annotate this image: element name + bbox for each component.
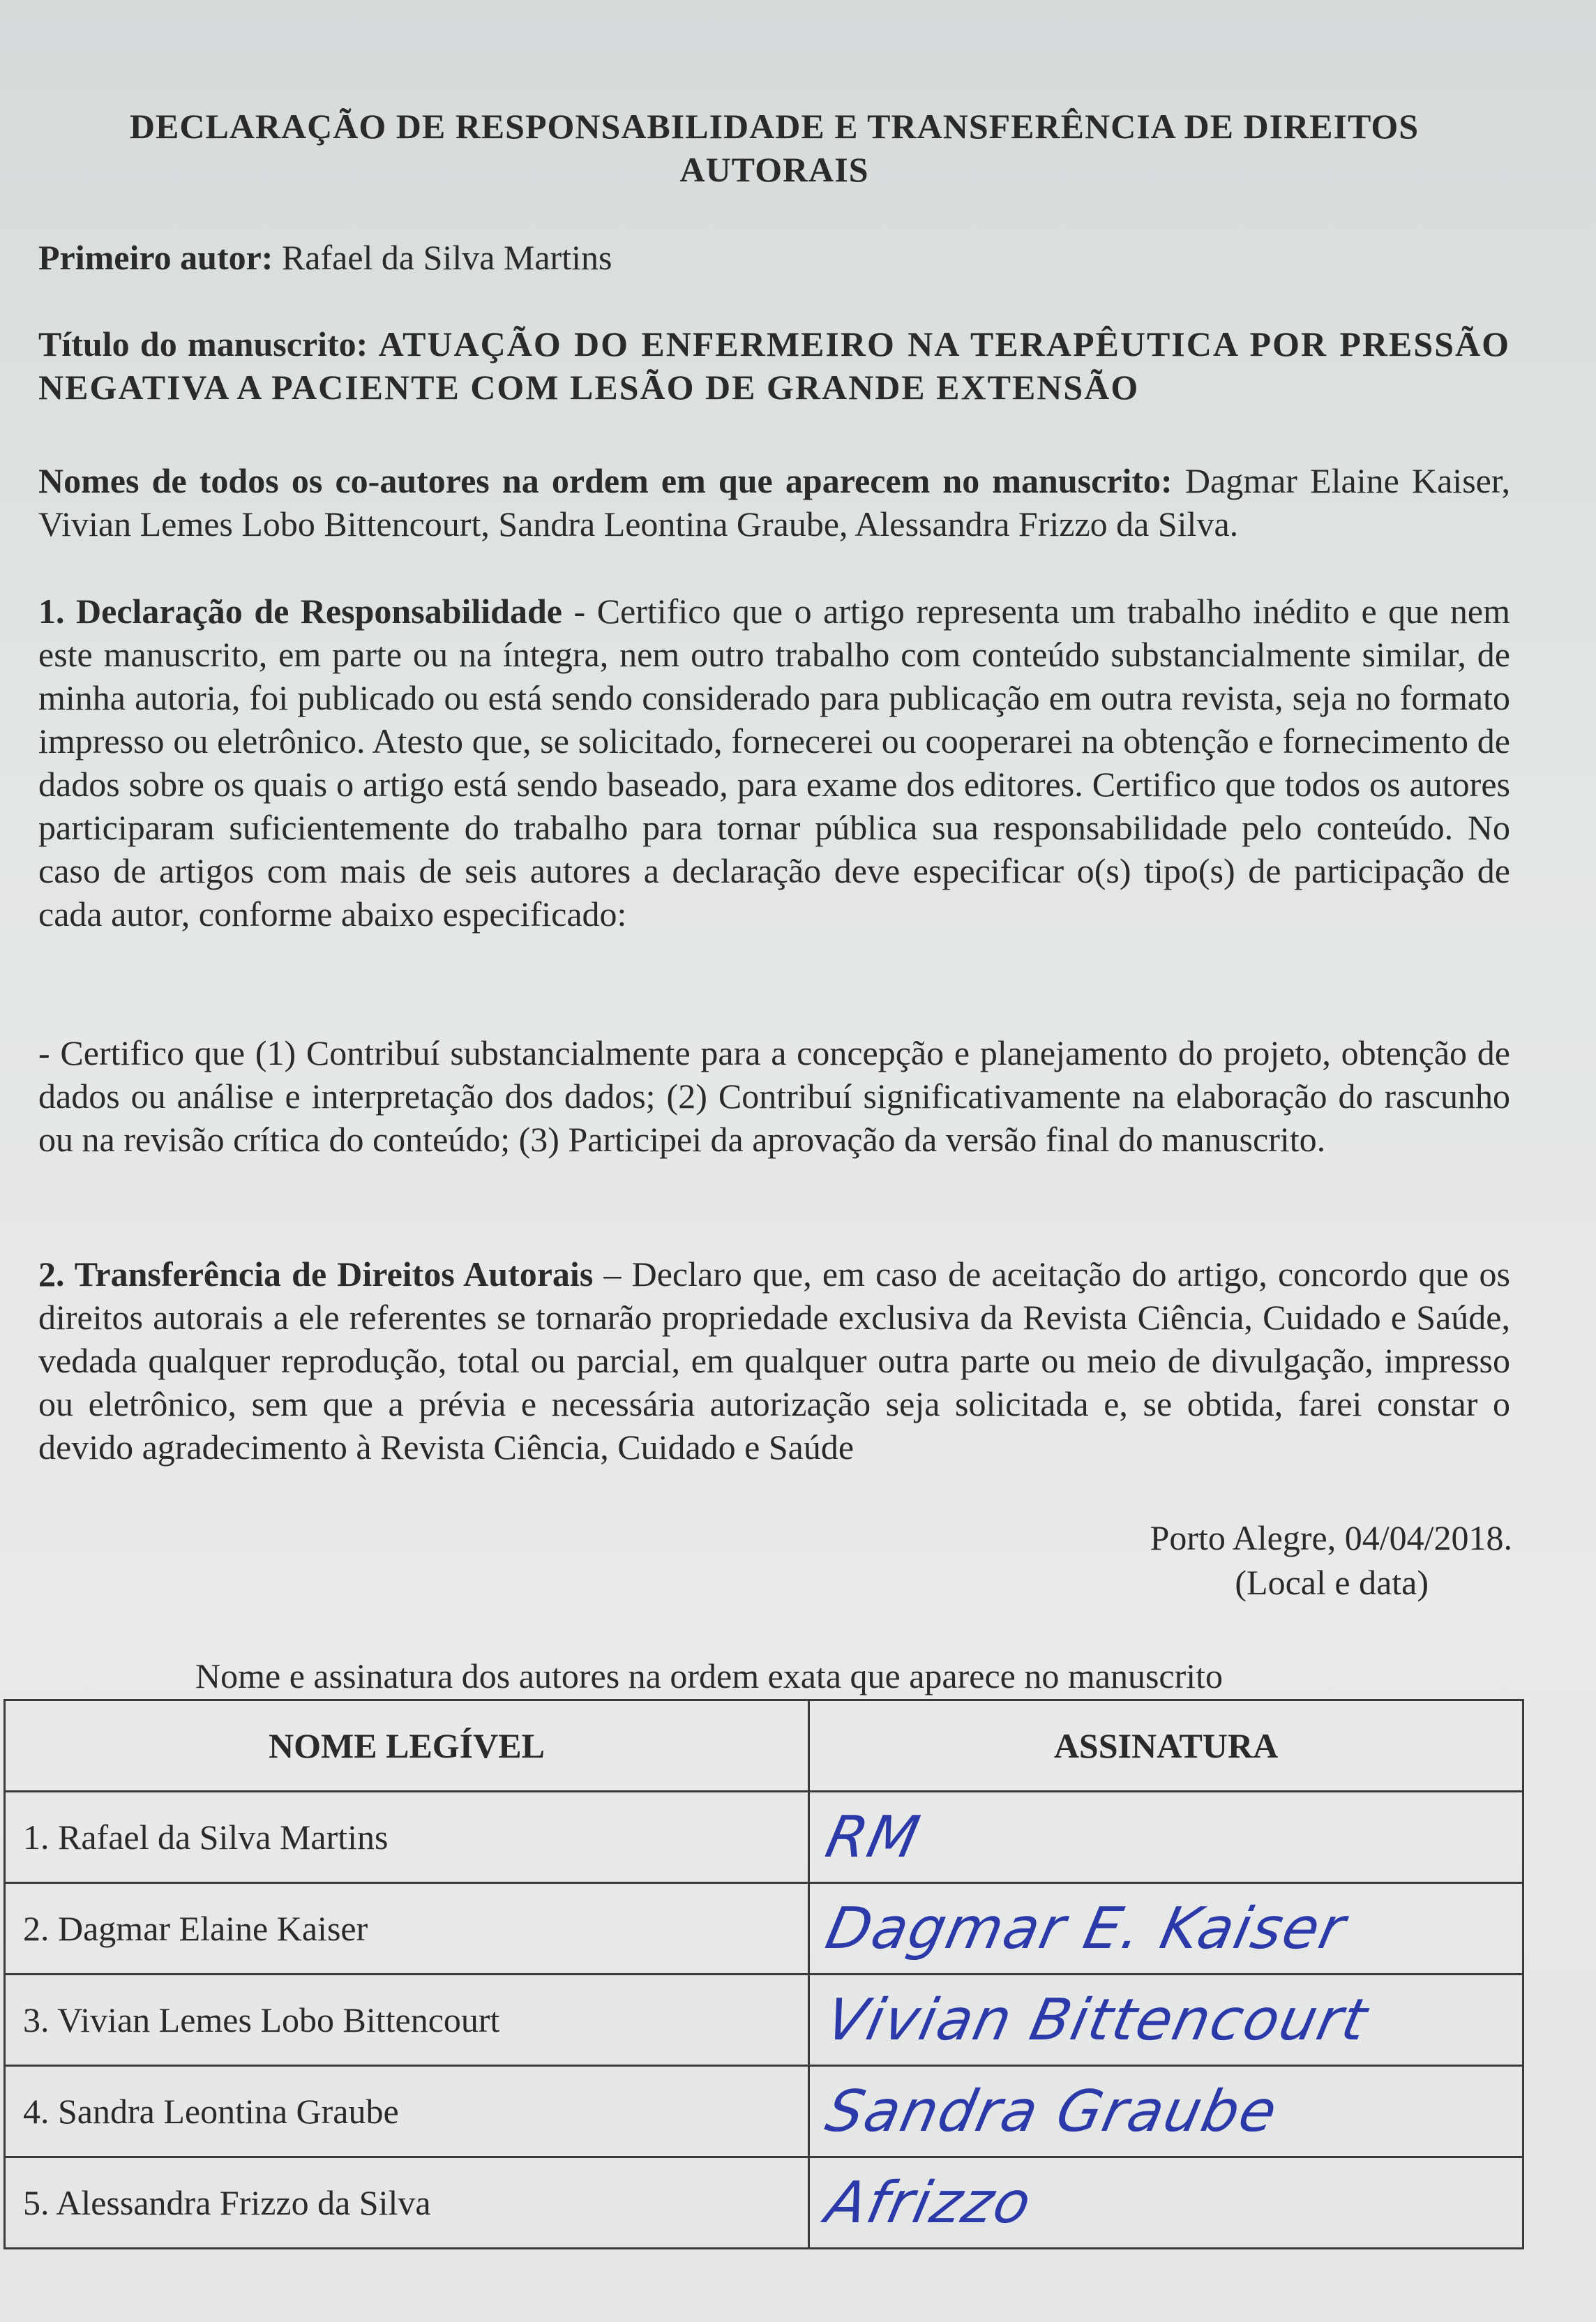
section2-text: – Declaro que, em caso de aceitação do artigo, concordo que os direitos autorais a ele referentes se tornarão propriedade exclusiva da Revista Ciência, Cuidado e Saúde, vedada qualquer reprodução, total ou parcial, em qualquer outra parte ou meio de divulgação, impresso ou eletrônico, sem que a prévia e necessária autorização seja solicitada e, se obtida, farei constar o devido agradecimento à Revista Ciência, Cuidado e Saúde [38, 1254, 1510, 1467]
section2-heading: 2. Transferência de Direitos Autorais [38, 1254, 594, 1294]
section1-text: - Certifico que o artigo representa um trabalho inédito e que nem este manuscrito, em parte ou na íntegra, nem outro trabalho com conteúdo substancialmente similar, de minha autoria, foi publicado ou está sendo considerado para publicação em outra revista, seja no formato impresso ou eletrônico. Atesto que, se solicitado, fornecerei ou cooperarei na obtenção e fornecimento de dados sobre os quais o artigo está sendo baseado, para exame dos editores. Certifico que todos os autores participaram suficientemente do trabalho para tornar pública sua responsabilidade pelo conteúdo. No caso de artigos com mais de seis autores a declaração deve especificar o(s) tipo(s) de participação de cada autor, conforme abaixo especificado: [38, 592, 1510, 934]
manuscript-title [38, 322, 1510, 409]
signature: Sandra Graube [820, 2078, 1284, 2145]
author-name: 3. Vivian Lemes Lobo Bittencourt [5, 1975, 809, 2066]
title-line-1: DECLARAÇÃO DE RESPONSABILIDADE E TRANSFERÊNCIA DE DIREITOS [129, 107, 1420, 146]
author-signature-cell [809, 1883, 1523, 1975]
col-signature-header: ASSINATURA [809, 1700, 1523, 1792]
section-responsibility [38, 590, 1510, 936]
author-name: 2. Dagmar Elaine Kaiser [5, 1883, 809, 1975]
place-date-value: Porto Alegre, 04/04/2018. [1150, 1518, 1512, 1557]
coauthors-label: Nomes de todos os co-autores na ordem em que aparecem no manuscrito: [38, 461, 1173, 500]
place-date [1150, 1515, 1512, 1605]
first-author-value: Rafael da Silva Martins [281, 238, 612, 277]
author-signature-cell [809, 1975, 1523, 2066]
manuscript-title-value: ATUAÇÃO DO ENFERMEIRO NA TERAPÊUTICA POR PRESSÃO NEGATIVA A PACIENTE COM LESÃO DE GRANDE EXTENSÃO [38, 324, 1511, 407]
signature: Dagmar E. Kaiser [820, 1895, 1353, 1962]
section1-heading: 1. Declaração de Responsabilidade [38, 592, 562, 631]
coauthors [38, 459, 1510, 546]
manuscript-title-label: Título do manuscrito: [38, 324, 368, 364]
signature: RM [820, 1804, 926, 1871]
certify-paragraph [38, 1031, 1510, 1161]
place-date-label: (Local e data) [1235, 1563, 1429, 1602]
signature: Vivian Bittencourt [820, 1986, 1374, 2053]
table-caption: Nome e assinatura dos autores na ordem exata que aparece no manuscrito [195, 1656, 1224, 1695]
table-row [5, 1883, 1523, 1975]
certify-text: - Certifico que (1) Contribuí substancialmente para a concepção e planejamento do projeto, obtenção de dados ou análise e interpretação dos dados; (2) Contribuí significativamente na elaboração do rascunho ou na revisão crítica do conteúdo; (3) Participei da aprovação da versão final do manuscrito. [38, 1033, 1510, 1159]
coauthors-value: Dagmar Elaine Kaiser, Vivian Lemes Lobo Bittencourt, Sandra Leontina Graube, Alessandra Frizzo da Silva. [38, 461, 1510, 544]
author-signature-cell [809, 1792, 1523, 1883]
table-row [5, 2066, 1523, 2157]
col-name-header: NOME LEGÍVEL [5, 1700, 809, 1792]
table-row [5, 2157, 1523, 2249]
table-row [5, 1975, 1523, 2066]
document-title [42, 105, 1507, 191]
first-author-label: Primeiro autor: [38, 238, 273, 277]
authors-table [3, 1699, 1524, 2249]
table-header-row [5, 1700, 1523, 1792]
section-copyright [38, 1252, 1510, 1469]
title-line-2: AUTORAIS [679, 150, 869, 189]
author-name: 4. Sandra Leontina Graube [5, 2066, 809, 2157]
signature: Afrizzo [820, 2169, 1038, 2236]
author-name: 1. Rafael da Silva Martins [5, 1792, 809, 1883]
first-author [38, 236, 1510, 279]
table-row [5, 1792, 1523, 1883]
author-signature-cell [809, 2066, 1523, 2157]
author-name: 5. Alessandra Frizzo da Silva [5, 2157, 809, 2249]
author-signature-cell [809, 2157, 1523, 2249]
